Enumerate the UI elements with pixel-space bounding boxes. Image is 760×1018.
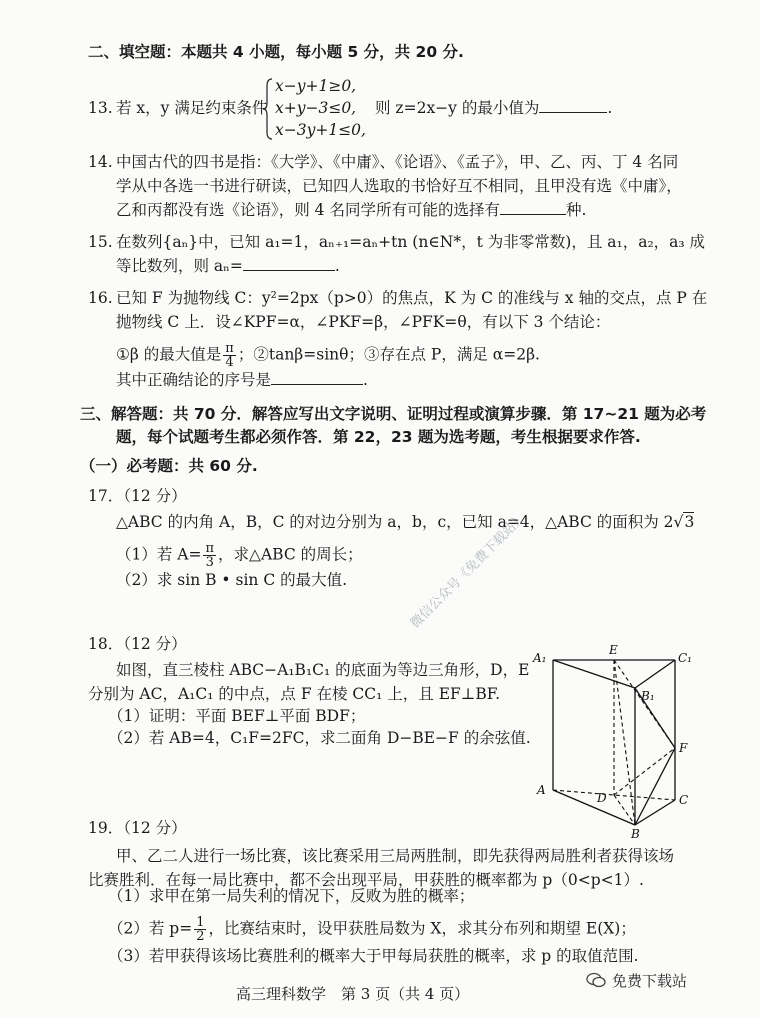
q16-number: 16. [88,289,113,307]
q13-suffix [375,98,612,118]
q14-number: 14. [88,153,113,171]
answer-blank [500,200,566,215]
label-b1: B₁ [641,689,655,703]
q13-number: 13. [88,99,113,117]
q15-line-1: 在数列{aₙ}中，已知 a₁=1，aₙ₊₁=aₙ+tn (n∈N*，t 为非零常数)，且 a₁，a₂，a₃ 成 [116,233,706,251]
q16-line-4-text: 其中正确结论的序号是 [116,371,272,389]
q17-line-2 [116,542,363,569]
prism-figure [525,640,705,840]
label-b: B [631,827,640,840]
q16-line-1: 已知 F 为抛物线 C：y²=2px（p>0）的焦点，K 为 C 的准线与 x 轴的交点，点 P 在 [116,289,708,307]
q15-number: 15. [88,233,113,251]
q13-end: . [607,99,613,117]
q16-line-3a: ①β 的最大值是 [116,345,222,364]
fraction-denominator: 3 [205,555,214,570]
answer-blank [271,370,363,385]
label-e: E [609,643,618,657]
q18-number: 18．（12 分） [88,635,187,653]
q17-line-2b: ，求△ABC 的周长； [218,545,363,564]
q19-line-2: 比赛胜利．在每一局比赛中，都不会出现平局，甲获胜的概率都为 p（0<p<1）. [88,871,644,889]
q17-number: 17．（12 分） [88,487,187,505]
answer-blank [539,98,607,113]
q19-number: 19．（12 分） [88,819,187,837]
q16-line-4-end: . [363,371,368,389]
q17-line-1 [116,512,694,532]
q15-line-2-text: 等比数列，则 aₙ= [116,257,243,275]
fraction-numerator: π [225,341,234,356]
q19-line-4b: ，比赛结束时，设甲获胜局数为 X，求其分布列和期望 E(X)； [208,919,636,938]
section-2-title: 二、填空题：本题共 4 小题，每小题 5 分，共 20 分. [88,43,464,61]
q18-line-4: （2）若 AB=4，C₁F=2FC，求二面角 D−BE−F 的余弦值. [108,729,531,747]
sqrt-icon: √ [673,513,684,531]
q13-suffix-text: 则 z=2x−y 的最小值为 [375,99,540,117]
q14-line-1: 中国古代的四书是指：《大学》、《中庸》、《论语》、《孟子》，甲、乙、丙、丁 4 名同 [116,153,679,171]
q17-line-1-text: △ABC 的内角 A，B，C 的对边分别为 a，b，c，已知 a=4，△ABC 的面积为 2 [116,513,674,531]
q13-constraint-3: x−3y+1≤0, [275,121,366,139]
answer-blank [243,256,335,271]
q17-radicand: 3 [684,513,695,531]
part-1-title: （一）必考题：共 60 分. [80,457,258,475]
label-c1: C₁ [678,651,692,665]
q14-line-2: 学从中各选一书进行研读，已知四人选取的书恰好互不相同，且甲没有选《中庸》， [116,177,682,195]
q19-line-4 [108,916,636,943]
fraction-numerator: π [205,541,215,556]
label-c: C [679,793,689,807]
q14-line-3 [116,200,586,220]
q19-line-5: （3）若甲获得该场比赛胜利的概率大于甲每局获胜的概率，求 p 的取值范围. [108,947,639,965]
page-footer: 高三理科数学 第 3 页（共 4 页） [236,985,470,1003]
q14-line-3-end: 种. [565,201,587,219]
fraction [194,916,206,943]
q17-line-2a: （1）若 A= [116,545,202,564]
section-3-line-2: 题，每个试题考生都必须作答．第 22，23 题为选考题，考生根据要求作答. [116,428,641,446]
q19-line-3: （1）求甲在第一局失利的情况下，反败为胜的概率； [108,887,475,905]
fraction-denominator: 2 [196,929,205,944]
wechat-account-label: 免费下载站 [612,972,688,990]
q16-line-2: 抛物线 C 上．设∠KPF=α，∠PKF=β，∠PFK=θ，有以下 3 个结论： [116,313,611,331]
q13-prefix: 若 x，y 满足约束条件 [116,99,268,117]
q18-line-3: （1）证明：平面 BEF⊥平面 BDF； [108,707,366,725]
brace-icon [263,78,273,140]
q18-line-1: 如图，直三棱柱 ABC−A₁B₁C₁ 的底面为等边三角形，D，E [116,661,530,679]
wechat-icon [586,972,606,988]
q14-line-3-text: 乙和丙都没有选《论语》，则 4 名同学所有可能的选择有 [116,201,500,219]
label-f: F [679,741,688,755]
q18-line-2: 分别为 AC，A₁C₁ 的中点，点 F 在棱 CC₁ 上，且 EF⊥BF. [88,685,501,703]
q13-constraint-2: x+y−3≤0, [275,99,357,117]
label-a: A [537,783,546,797]
label-d: D [597,791,607,805]
fraction [203,542,216,569]
fraction-numerator: 1 [196,915,205,930]
q15-line-2 [116,256,340,276]
q19-line-1: 甲、乙二人进行一场比赛，该比赛采用三局两胜制，即先获得两局胜利者获得该场 [116,847,675,865]
fraction [223,342,236,369]
q19-line-4a: （2）若 p= [108,919,193,938]
q13-constraint-1: x−y+1≥0, [275,77,357,95]
label-a1: A₁ [533,651,547,665]
q16-line-3b: ；②tanβ=sinθ；③存在点 P，满足 α=2β. [237,345,540,364]
q16-line-4 [116,370,368,390]
watermark: 微信公众号《免费下载站》 [407,510,529,632]
fraction-denominator: 4 [225,355,234,370]
q16-line-3 [116,342,540,369]
q15-line-2-end: . [334,257,340,275]
section-3-line-1: 三、解答题：共 70 分．解答应写出文字说明、证明过程或演算步骤．第 17~21 题为必考 [80,405,707,423]
q17-line-3: （2）求 sin B • sin C 的最大值. [116,571,348,589]
